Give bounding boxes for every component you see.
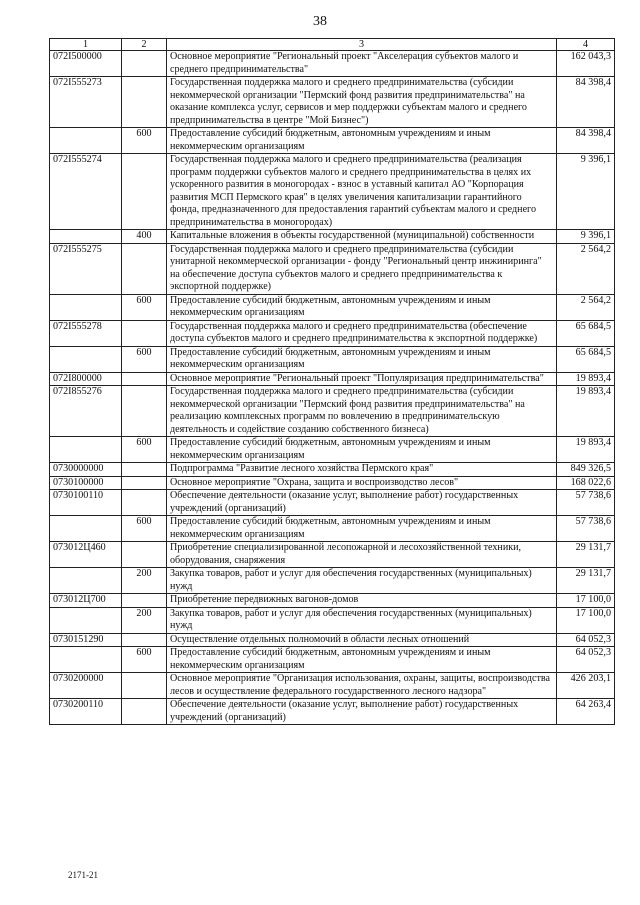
target-article-code: [50, 128, 122, 154]
expense-type-code: [122, 51, 167, 77]
expense-type-code: 600: [122, 128, 167, 154]
column-header-name: 3: [167, 39, 557, 51]
amount-value: 9 396,1: [557, 154, 615, 230]
item-name: Государственная поддержка малого и среднего предпринимательства (субсидии унитарной некоммерческой организации - фонду "Региональный центр инжиниринга" на обеспечение доступа субъектов малого и среднего предпринимательства к экспортной поддержке): [167, 243, 557, 294]
item-name: Предоставление субсидий бюджетным, автономным учреждениям и иным некоммерческим организациям: [167, 346, 557, 372]
expense-type-code: 400: [122, 230, 167, 244]
expense-type-code: 200: [122, 568, 167, 594]
document-footer-code: 2171-21: [68, 870, 98, 880]
expense-type-code: 600: [122, 294, 167, 320]
expense-type-code: [122, 386, 167, 437]
table-row: [50, 154, 615, 230]
table-row: [50, 128, 615, 154]
target-article-code: [50, 294, 122, 320]
item-name: Закупка товаров, работ и услуг для обеспечения государственных (муниципальных) нужд: [167, 568, 557, 594]
expense-type-code: [122, 542, 167, 568]
amount-value: 19 893,4: [557, 386, 615, 437]
amount-value: 9 396,1: [557, 230, 615, 244]
target-article-code: 0730100000: [50, 476, 122, 490]
expense-type-code: [122, 372, 167, 386]
expense-type-code: 600: [122, 437, 167, 463]
expense-type-code: 200: [122, 607, 167, 633]
table-row: [50, 647, 615, 673]
table-row: [50, 463, 615, 477]
amount-value: 84 398,4: [557, 77, 615, 128]
expense-type-code: [122, 320, 167, 346]
item-name: Осуществление отдельных полномочий в области лесных отношений: [167, 633, 557, 647]
expense-type-code: [122, 594, 167, 608]
expense-type-code: 600: [122, 346, 167, 372]
target-article-code: 073012Ц700: [50, 594, 122, 608]
item-name: Закупка товаров, работ и услуг для обеспечения государственных (муниципальных) нужд: [167, 607, 557, 633]
item-name: Государственная поддержка малого и среднего предпринимательства (обеспечение доступа субъектов малого и среднего предпринимательства к экспортной поддержке): [167, 320, 557, 346]
item-name: Государственная поддержка малого и среднего предпринимательства (субсидии некоммерческой организации "Пермский фонд развития предпринимательства" на оказание комплекса услуг, сервисов и мер поддержки субъектам малого и среднего предпринимательства в центре "Мой Бизнес"): [167, 77, 557, 128]
table-row: [50, 607, 615, 633]
expense-type-code: [122, 633, 167, 647]
amount-value: 426 203,1: [557, 673, 615, 699]
expense-type-code: [122, 154, 167, 230]
target-article-code: 0730151290: [50, 633, 122, 647]
amount-value: 2 564,2: [557, 243, 615, 294]
expense-type-code: [122, 673, 167, 699]
target-article-code: 0730000000: [50, 463, 122, 477]
amount-value: 19 893,4: [557, 372, 615, 386]
amount-value: 57 738,6: [557, 516, 615, 542]
table-row: [50, 346, 615, 372]
amount-value: 2 564,2: [557, 294, 615, 320]
amount-value: 17 100,0: [557, 607, 615, 633]
amount-value: 65 684,5: [557, 346, 615, 372]
target-article-code: 072I800000: [50, 372, 122, 386]
table-row: [50, 673, 615, 699]
target-article-code: [50, 230, 122, 244]
item-name: Капитальные вложения в объекты государственной (муниципальной) собственности: [167, 230, 557, 244]
expense-type-code: [122, 699, 167, 725]
item-name: Предоставление субсидий бюджетным, автономным учреждениям и иным некоммерческим организациям: [167, 128, 557, 154]
table-row: [50, 490, 615, 516]
item-name: Приобретение передвижных вагонов-домов: [167, 594, 557, 608]
target-article-code: 0730100110: [50, 490, 122, 516]
target-article-code: 0730200110: [50, 699, 122, 725]
amount-value: 168 022,6: [557, 476, 615, 490]
table-row: [50, 77, 615, 128]
table-row: [50, 230, 615, 244]
amount-value: 29 131,7: [557, 568, 615, 594]
amount-value: 57 738,6: [557, 490, 615, 516]
table-row: [50, 320, 615, 346]
item-name: Основное мероприятие "Организация использования, охраны, защиты, воспроизводства лесов и осуществление федерального государственного лесного надзора": [167, 673, 557, 699]
table-row: [50, 516, 615, 542]
expense-type-code: [122, 490, 167, 516]
item-name: Приобретение специализированной лесопожарной и лесохозяйственной техники, оборудования, снаряжения: [167, 542, 557, 568]
item-name: Предоставление субсидий бюджетным, автономным учреждениям и иным некоммерческим организациям: [167, 647, 557, 673]
amount-value: 17 100,0: [557, 594, 615, 608]
amount-value: 84 398,4: [557, 128, 615, 154]
item-name: Основное мероприятие "Охрана, защита и воспроизводство лесов": [167, 476, 557, 490]
column-header-code: 1: [50, 39, 122, 51]
amount-value: 162 043,3: [557, 51, 615, 77]
table-row: [50, 699, 615, 725]
item-name: Государственная поддержка малого и среднего предпринимательства (реализация программ поддержки субъектов малого и среднего предпринимательства в целях их ускоренного развития в моногородах - взнос в уставный капитал АО "Корпорация развития МСП Пермского края" в целях увеличения капитализации гарантийного фонда, предназначенного для предоставления гарантий субъектам малого и среднего предпринимательства в моногородах): [167, 154, 557, 230]
item-name: Обеспечение деятельности (оказание услуг, выполнение работ) государственных учреждений (организаций): [167, 490, 557, 516]
table-row: [50, 594, 615, 608]
table-row: [50, 568, 615, 594]
amount-value: 64 052,3: [557, 647, 615, 673]
target-article-code: 072I555273: [50, 77, 122, 128]
amount-value: 65 684,5: [557, 320, 615, 346]
target-article-code: [50, 346, 122, 372]
table-row: [50, 51, 615, 77]
target-article-code: [50, 437, 122, 463]
amount-value: 849 326,5: [557, 463, 615, 477]
page-number: 38: [313, 14, 327, 29]
target-article-code: 072I555274: [50, 154, 122, 230]
table-row: [50, 437, 615, 463]
table-row: [50, 243, 615, 294]
table-row: [50, 542, 615, 568]
table-header-row: [50, 39, 615, 51]
expense-type-code: [122, 243, 167, 294]
expense-type-code: [122, 476, 167, 490]
table-row: [50, 476, 615, 490]
item-name: Предоставление субсидий бюджетным, автономным учреждениям и иным некоммерческим организациям: [167, 437, 557, 463]
amount-value: 19 893,4: [557, 437, 615, 463]
target-article-code: 072I555275: [50, 243, 122, 294]
table-body: [50, 51, 615, 725]
expense-type-code: 600: [122, 516, 167, 542]
item-name: Обеспечение деятельности (оказание услуг, выполнение работ) государственных учреждений (организаций): [167, 699, 557, 725]
item-name: Основное мероприятие "Региональный проект "Популяризация предпринимательства": [167, 372, 557, 386]
target-article-code: 072I855276: [50, 386, 122, 437]
item-name: Предоставление субсидий бюджетным, автономным учреждениям и иным некоммерческим организациям: [167, 294, 557, 320]
item-name: Подпрограмма "Развитие лесного хозяйства Пермского края": [167, 463, 557, 477]
expense-type-code: [122, 463, 167, 477]
item-name: Государственная поддержка малого и среднего предпринимательства (субсидии некоммерческой организации "Пермский фонд развития предпринимательства" на реализацию комплексных программ по вовлечению в предпринимательскую деятельность и содействие созданию собственного бизнеса): [167, 386, 557, 437]
column-header-amount: 4: [557, 39, 615, 51]
target-article-code: 0730200000: [50, 673, 122, 699]
target-article-code: [50, 568, 122, 594]
item-name: Основное мероприятие "Региональный проект "Акселерация субъектов малого и среднего предпринимательства": [167, 51, 557, 77]
budget-table: [49, 38, 615, 725]
target-article-code: [50, 516, 122, 542]
table-row: [50, 372, 615, 386]
amount-value: 29 131,7: [557, 542, 615, 568]
target-article-code: 072I500000: [50, 51, 122, 77]
target-article-code: [50, 647, 122, 673]
target-article-code: [50, 607, 122, 633]
table-row: [50, 294, 615, 320]
expense-type-code: 600: [122, 647, 167, 673]
expense-type-code: [122, 77, 167, 128]
column-header-expense-type: 2: [122, 39, 167, 51]
table-row: [50, 633, 615, 647]
item-name: Предоставление субсидий бюджетным, автономным учреждениям и иным некоммерческим организациям: [167, 516, 557, 542]
amount-value: 64 263,4: [557, 699, 615, 725]
table-row: [50, 386, 615, 437]
target-article-code: 073012Ц460: [50, 542, 122, 568]
amount-value: 64 052,3: [557, 633, 615, 647]
target-article-code: 072I555278: [50, 320, 122, 346]
